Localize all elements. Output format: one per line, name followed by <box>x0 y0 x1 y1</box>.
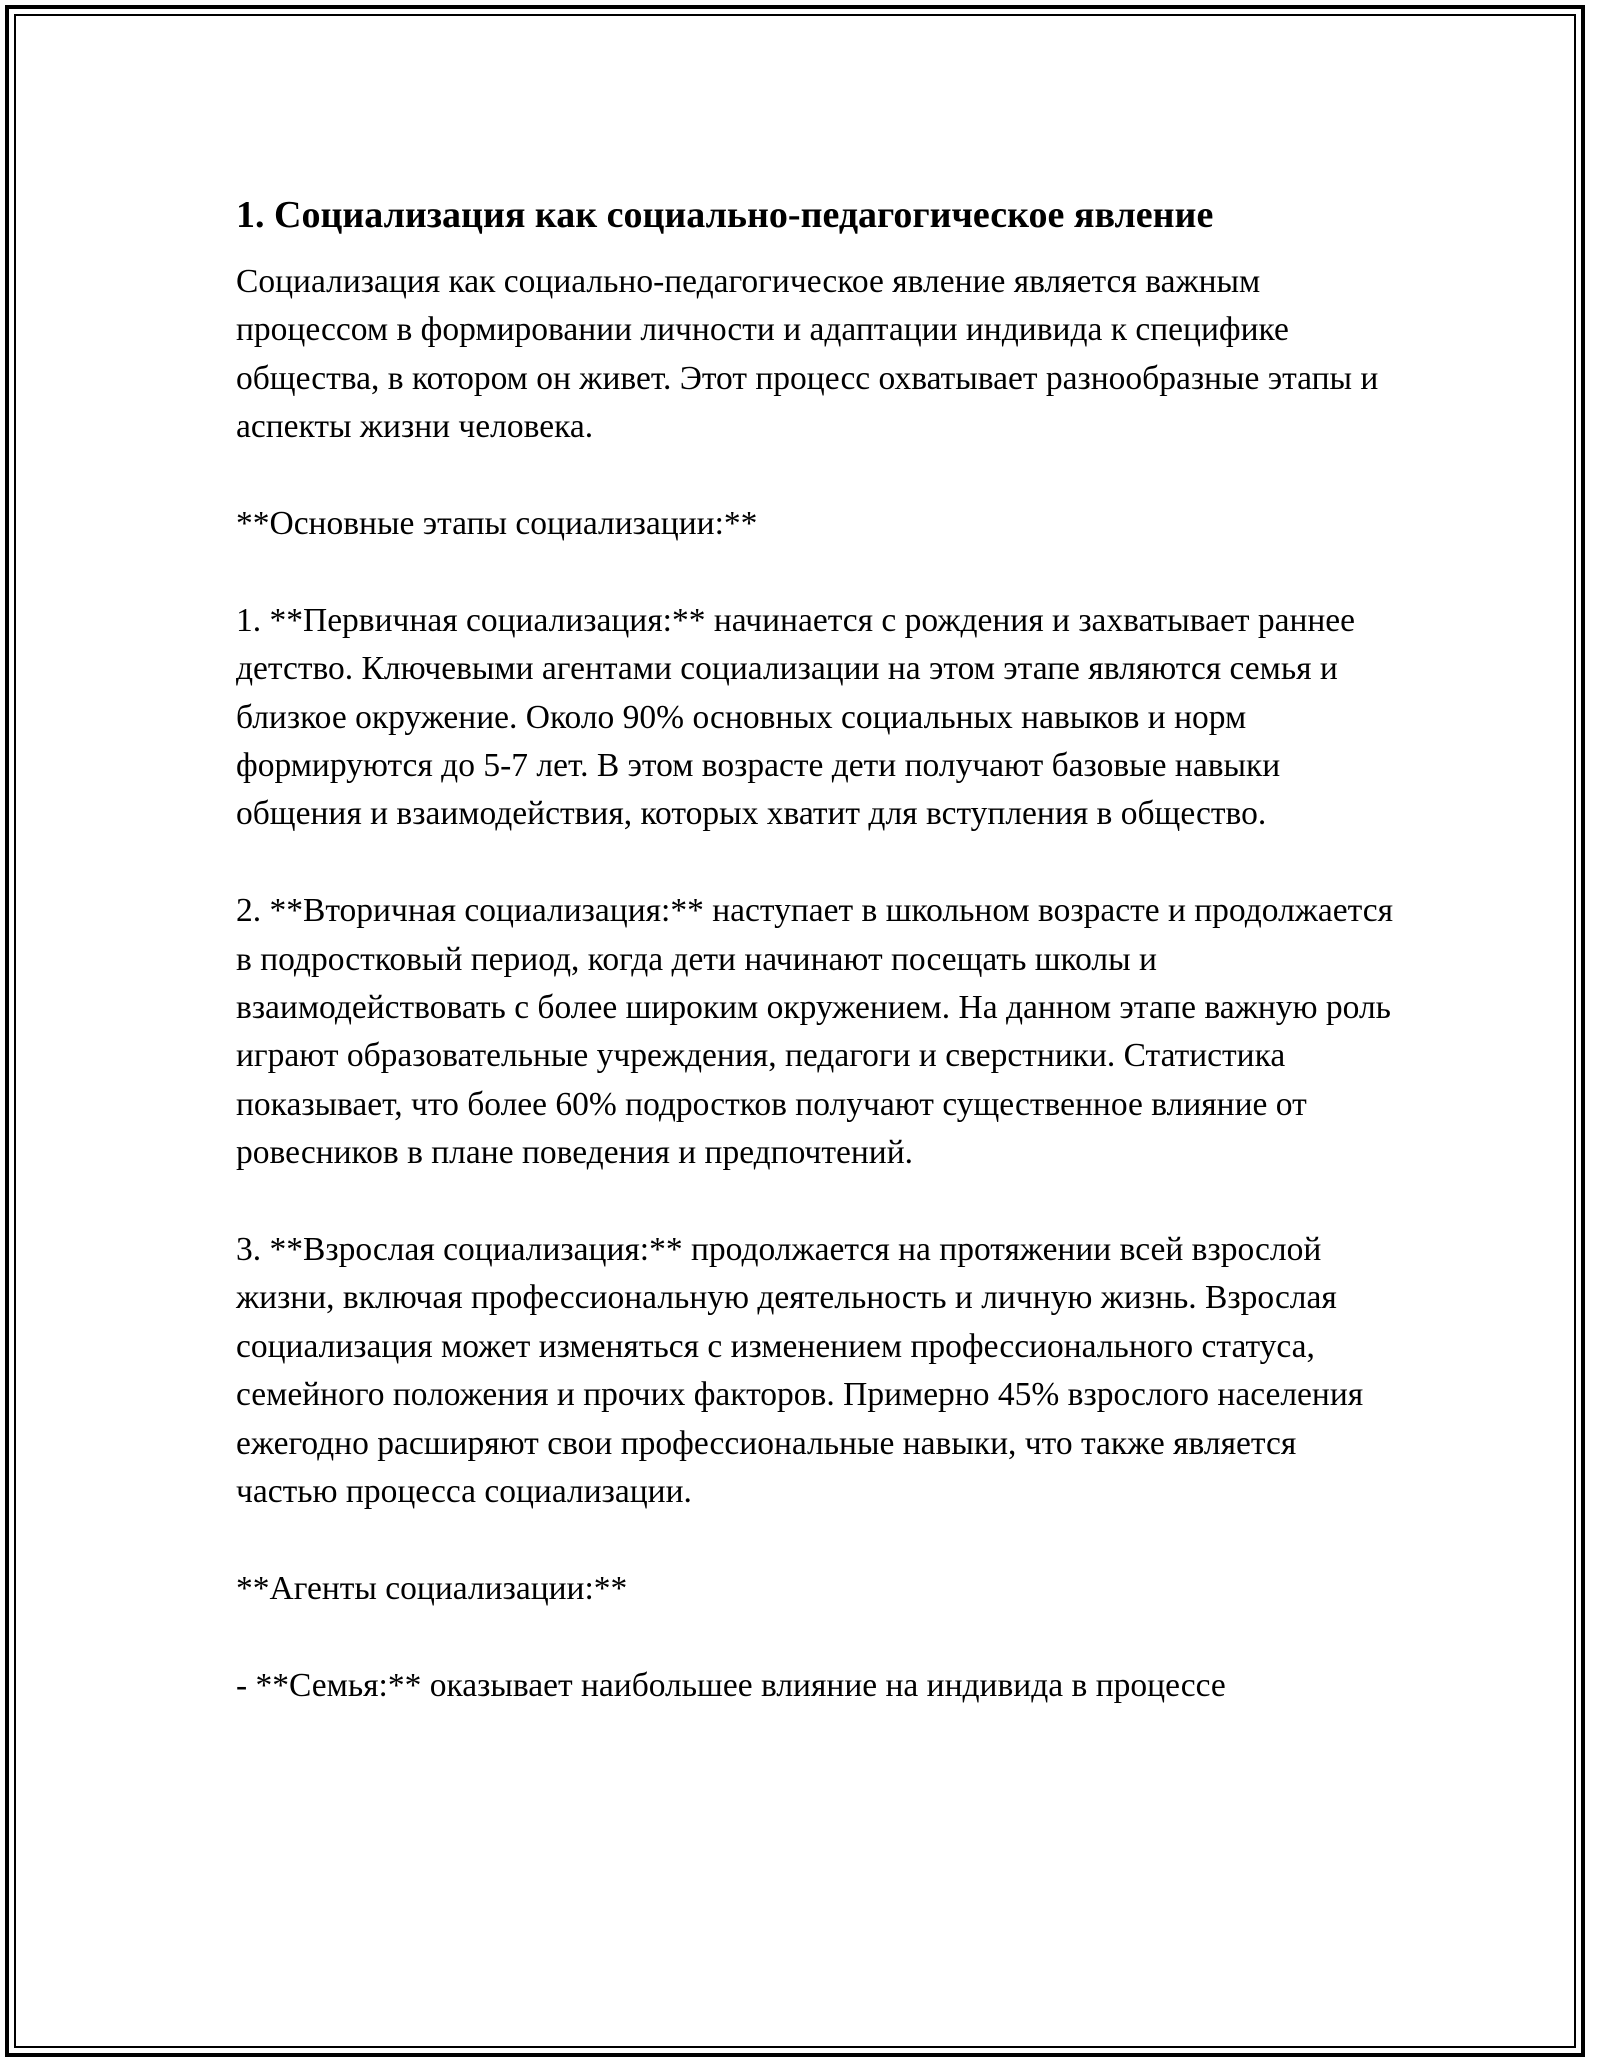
section-title: 1. Социализация как социально-педагогическое явление <box>236 194 1214 236</box>
paragraph-family-agent: - **Семья:** оказывает наибольшее влияние на индивида в процессе <box>236 1666 1226 1704</box>
paragraph-primary-socialization: 1. **Первичная социализация:** начинается с рождения и захватывает раннее детство. Ключевыми агентами социализации на этом этапе являются семья и близкое окружение. Около 90% основных социальных навыков и норм формируются до 5-7 лет. В этом возрасте дети получают базовые навыки общения и взаимодействия, которых хватит для вступления в общество. <box>236 601 1356 833</box>
paragraph-adult-socialization: 3. **Взрослая социализация:** продолжается на протяжении всей взрослой жизни, включая профессиональную деятельность и личную жизнь. Взрослая социализация может изменяться с изменением профессионального статуса, семейного положения и прочих факторов. Примерно 45% взрослого населения ежегодно расширяют свои профессиональные навыки, что также является частью процесса социализации. <box>236 1231 1364 1511</box>
paragraph-agents-heading: **Агенты социализации:** <box>236 1569 628 1607</box>
paragraph-stages-heading: **Основные этапы социализации:** <box>236 505 758 543</box>
paragraph-intro: Социализация как социально-педагогическое явление является важным процессом в формировании личности и адаптации индивида к специфике общества, в котором он живет. Этот процесс охватывает разнообразные этапы и аспекты жизни человека. <box>236 263 1379 446</box>
document-body <box>236 182 1396 1710</box>
paragraph-secondary-socialization: 2. **Вторичная социализация:** наступает в школьном возрасте и продолжается в подростковый период, когда дети начинают посещать школы и взаимодействовать с более широким окружением. На данном этапе важную роль играют образовательные учреждения, педагоги и сверстники. Статистика показывает, что более 60% подростков получают существенное влияние от ровесников в плане поведения и предпочтений. <box>236 892 1393 1172</box>
